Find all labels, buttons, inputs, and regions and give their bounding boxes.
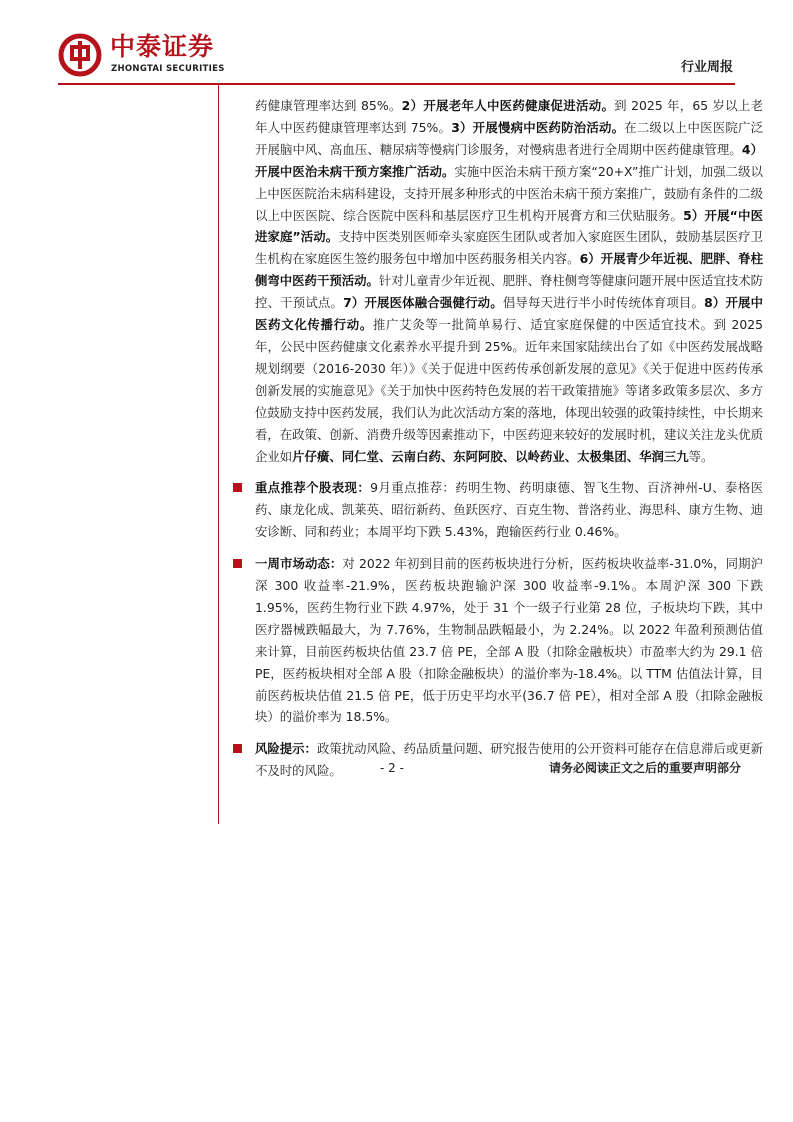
policy-text-segment: 倡导每天进行半小时传统体育项目。 — [502, 295, 705, 311]
report-body — [233, 95, 763, 782]
section-bullet-icon — [233, 744, 242, 753]
policy-heading-segment: 5）开展“中医进家庭”活动。 — [255, 207, 764, 245]
footer-disclaimer: 请务必阅读正文之后的重要声明部分 — [548, 761, 741, 775]
risk-text: 政策扰动风险、药品质量问题、研究报告使用的公开资料可能存在信息滞后或更新不及时的风险。 — [255, 741, 764, 779]
risk-label: 风险提示： — [255, 741, 317, 757]
policy-heading-segment: 7）开展医体融合强健行动。 — [343, 295, 503, 311]
brand-name-en: ZHONGTAI SECURITIES — [111, 64, 225, 74]
market-label: 一周市场动态： — [255, 556, 343, 572]
policy-text-segment: 到 2025 年，65 岁以上老年人中医药健康管理率达到 75%。 — [255, 98, 764, 135]
policy-heading-segment: 6）开展青少年近视、肥胖、脊柱侧弯中医药干预活动。 — [255, 251, 763, 289]
policy-text-segment: 实施中医治未病干预方案“20+X”推广计划，加强二级以上中医医院治未病科建设，支持开展多种形式的中医治未病干预方案推广，鼓励有条件的二级以上中医医院、综合医院中医科和基层医疗卫生机构开展膏方和三伏贴服务。 — [255, 163, 764, 223]
stock-picks-label: 重点推荐个股表现： — [255, 480, 371, 496]
section-bullet-icon — [233, 559, 242, 568]
report-type-label: 行业周报 — [680, 60, 733, 75]
page-number: - 2 - — [380, 761, 404, 775]
market-section — [233, 553, 763, 728]
policy-paragraph — [233, 95, 763, 467]
zhongtai-logo-icon — [58, 33, 102, 77]
header-divider — [58, 83, 735, 85]
policy-heading-segment: 4）开展中医治未病干预方案推广活动。 — [255, 141, 763, 179]
policy-text-segment: 针对儿童青少年近视、肥胖、脊柱侧弯等健康问题开展中医适宜技术防控、干预试点。 — [255, 273, 764, 311]
market-text: 对 2022 年初到目前的医药板块进行分析，医药板块收益率-31.0%，同期沪深 300 收益率-21.9%，医药板块跑输沪深 300 收益率-9.1%。本周沪深 300 下跌 1.95%，医药生物行业下跌 4.97%，处于 31 个一级子行业第 28 位，子板块均下跌，其中医疗器械跌幅最大，为 7.76%，生物制品跌幅最小，为 2.24%。以 2022 年盈利预测估值来计算，目前医药板块估值 23.7 倍 PE，全部 A 股（扣除金融板块）市盈率大约为 29.1 倍 PE，医药板块相对全部 A 股（扣除金融板块）的溢价率为-18.4%。以 TTM 估值法计算，目前医药板块估值 21.5 倍 PE，低于历史平均水平(36.7 倍 PE），相对全部 A 股（扣除金融板块）的溢价率为 18.5%。 — [255, 556, 764, 725]
policy-text-segment: 在二级以上中医医院广泛开展脑中风、高血压、糖尿病等慢病门诊服务，对慢病患者进行全周期中医药健康管理。 — [255, 119, 763, 157]
policy-heading-segment: 2）开展老年人中医药健康促进活动。 — [401, 98, 615, 113]
policy-text-segment: 药健康管理率达到 85%。 — [255, 98, 402, 113]
stock-picks-text: 9月重点推荐：药明生物、药明康德、智飞生物、百济神州-U、泰格医药、康龙化成、凯莱英、昭衍新药、鱼跃医疗、百克生物、普洛药业、海思科、康方生物、迪安诊断、同和药业；本周平均下跌 5.43%，跑输医药行业 0.46%。 — [255, 480, 764, 540]
left-margin-rule — [218, 84, 219, 824]
policy-heading-segment: 3）开展慢病中医药防治活动。 — [451, 119, 625, 135]
policy-heading-segment: 片仔癀、同仁堂、云南白药、东阿阿胶、以岭药业、太极集团、华润三九 — [292, 448, 689, 464]
policy-text-segment: 推广艾灸等一批简单易行、适宜家庭保健的中医适宜技术。到 2025 年，公民中医药健康文化素养水平提升到 25%。近年来国家陆续出台了如《中医药发展战略规划纲要（2016-2030 年）》《关于促进中医药传承创新发展的意见》《关于促进中医药传承创新发展的实施意见》《关于加快中医药特色发展的若干政策措施》等诸多政策多层次、多方位鼓励支持中医药发展，我们认为此次活动方案的落地，体现出较强的政策持续性，中长期来看，在政策、创新、消费升级等因素推动下，中医药迎来较好的发展时机，建议关注龙头优质企业如 — [255, 317, 764, 464]
policy-heading-segment: 8）开展中医药文化传播行动。 — [255, 295, 764, 333]
stock-picks-section — [233, 477, 763, 543]
section-bullet-icon — [233, 483, 242, 492]
policy-text-segment: 支持中医类别医师牵头家庭医生团队或者加入家庭医生团队，鼓励基层医疗卫生机构在家庭医生签约服务包中增加中医药服务相关内容。 — [255, 229, 763, 267]
brand-name-cn: 中泰证券 — [110, 32, 215, 61]
policy-text-segment: 等。 — [688, 448, 714, 464]
